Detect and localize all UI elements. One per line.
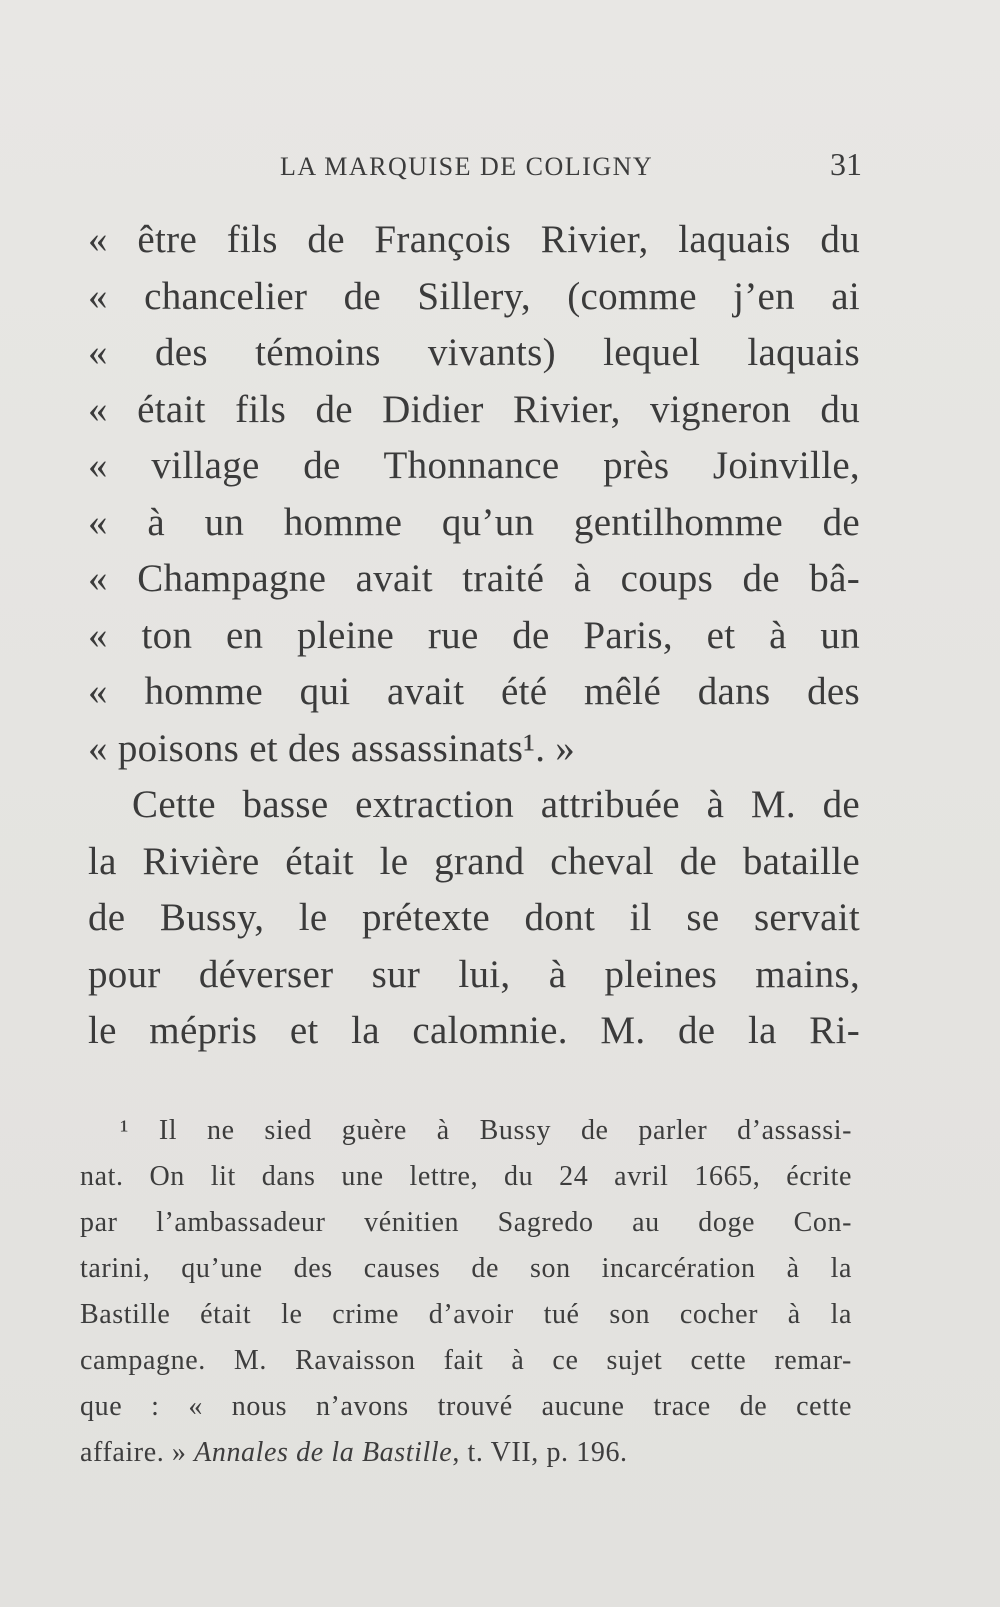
text-line: le mépris et la calomnie. M. de la Ri-: [88, 1009, 860, 1052]
text-line: Cette basse extraction attribuée à M. de: [132, 783, 860, 826]
footnote-text: , t. VII, p. 196.: [452, 1437, 628, 1468]
text-line: « était fils de Didier Rivier, vigneron du: [88, 387, 860, 431]
footnote-line: ¹ Il ne sied guère à Bussy de parler d’assassi-: [120, 1115, 852, 1146]
footnote-text: affaire. »: [80, 1437, 195, 1468]
footnote-line: campagne. M. Ravaisson fait à ce sujet cette remar-: [80, 1345, 852, 1376]
footnote-line-final: [80, 1430, 852, 1476]
footnotes: [80, 1108, 852, 1476]
running-title: LA MARQUISE DE COLIGNY: [280, 152, 654, 181]
text-line: pour déverser sur lui, à pleines mains,: [88, 952, 860, 996]
footnote-line: que : « nous n’avons trouvé aucune trace de cette: [80, 1391, 852, 1422]
text-line: « ton en pleine rue de Paris, et à un: [88, 613, 860, 657]
running-head: [280, 146, 870, 192]
footnote-citation-title: Annales de la Bastille: [194, 1437, 453, 1468]
text-line: la Rivière était le grand cheval de bataille: [88, 839, 860, 883]
footnote-line: tarini, qu’une des causes de son incarcération à la: [80, 1253, 852, 1284]
text-line: « être fils de François Rivier, laquais du: [88, 218, 860, 261]
text-line: « village de Thonnance près Joinville,: [88, 444, 860, 487]
text-line: « des témoins vivants) lequel laquais: [88, 331, 860, 374]
text-line: « à un homme qu’un gentilhomme de: [88, 500, 860, 544]
text-line: « chancelier de Sillery, (comme j’en ai: [88, 274, 860, 318]
footnote-line: Bastille était le crime d’avoir tué son cocher à la: [80, 1299, 852, 1330]
text-line: « poisons et des assassinats¹. »: [88, 726, 576, 770]
body-text: [88, 212, 860, 1060]
text-line: de Bussy, le prétexte dont il se servait: [88, 896, 860, 939]
text-line: « Champagne avait traité à coups de bâ-: [88, 557, 860, 600]
page-number: 31: [830, 146, 862, 182]
text-line: « homme qui avait été mêlé dans des: [88, 670, 860, 713]
footnote-line: nat. On lit dans une lettre, du 24 avril 1665, écrite: [80, 1161, 852, 1192]
footnote-line: par l’ambassadeur vénitien Sagredo au doge Con-: [80, 1207, 852, 1238]
